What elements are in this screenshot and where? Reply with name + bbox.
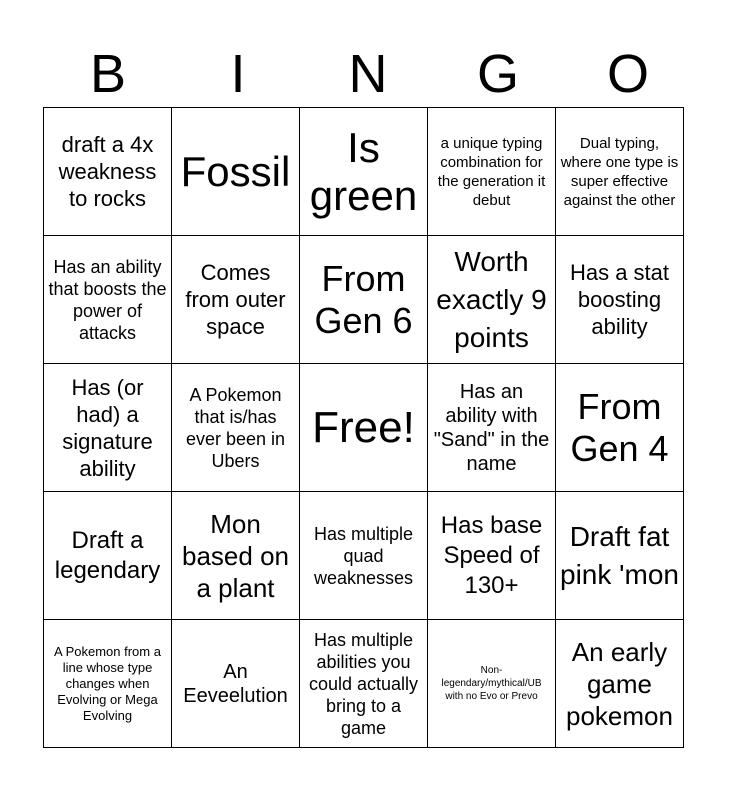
board-row: [44, 108, 684, 236]
header-letter-g: G: [476, 44, 519, 104]
cell-text: Dual typing, where one type is super effective against the other: [560, 134, 679, 209]
cell-text: Non-legendary/mythical/UB with no Evo or Prevo: [441, 665, 542, 702]
bingo-cell[interactable]: [172, 620, 300, 748]
bingo-header: [43, 40, 693, 108]
bingo-cell[interactable]: [300, 620, 428, 748]
cell-text: Mon based on a plant: [182, 508, 289, 603]
bingo-cell[interactable]: [172, 492, 300, 620]
cell-text: Draft fat pink 'mon: [560, 520, 679, 590]
bingo-cell[interactable]: [300, 492, 428, 620]
cell-text: Draft a legendary: [54, 526, 161, 584]
cell-text: From Gen 6: [314, 257, 413, 341]
board-row: [44, 236, 684, 364]
free-space-text: Free!: [312, 402, 415, 452]
bingo-cell[interactable]: [428, 236, 556, 364]
bingo-cell[interactable]: [428, 492, 556, 620]
cell-text: Is green: [309, 123, 418, 219]
bingo-cell[interactable]: [44, 620, 172, 748]
cell-text: Has multiple abilities you could actually bring to a game: [308, 629, 419, 738]
bingo-cell[interactable]: [428, 620, 556, 748]
cell-text: Has base Speed of 130+: [440, 511, 543, 599]
bingo-cell[interactable]: [172, 108, 300, 236]
bingo-cell[interactable]: [300, 108, 428, 236]
bingo-cell[interactable]: [44, 108, 172, 236]
cell-text: Has an ability that boosts the power of attacks: [48, 256, 167, 343]
board-row: [44, 620, 684, 748]
bingo-cell[interactable]: [556, 236, 684, 364]
header-letter-b: B: [89, 44, 127, 104]
bingo-cell[interactable]: [300, 236, 428, 364]
bingo-cell[interactable]: [172, 364, 300, 492]
cell-text: An early game pokemon: [566, 636, 673, 731]
cell-text: A Pokemon that is/has ever been in Ubers: [185, 384, 286, 471]
bingo-cell[interactable]: [428, 108, 556, 236]
bingo-cell[interactable]: [428, 364, 556, 492]
cell-text: A Pokemon from a line whose type changes when Evolving or Mega Evolving: [54, 643, 161, 723]
bingo-cell[interactable]: [44, 492, 172, 620]
cell-text: Has multiple quad weaknesses: [313, 523, 414, 588]
cell-text: Fossil: [180, 147, 291, 195]
cell-text: Has (or had) a signature ability: [62, 374, 153, 481]
bingo-cell[interactable]: [556, 108, 684, 236]
header-letter-o: O: [606, 44, 649, 104]
cell-text: Has an ability with "Sand" in the name: [433, 380, 550, 475]
cell-text: a unique typing combination for the generation it debut: [437, 134, 546, 209]
bingo-cell[interactable]: [44, 364, 172, 492]
board-row: [44, 492, 684, 620]
cell-text: Comes from outer space: [185, 260, 286, 339]
bingo-cell[interactable]: [44, 236, 172, 364]
bingo-cell free-space[interactable]: [300, 364, 428, 492]
cell-text: An Eeveelution: [183, 660, 288, 707]
cell-text: Has a stat boosting ability: [569, 260, 670, 339]
header-letter-n: N: [348, 44, 388, 104]
board-row: [44, 364, 684, 492]
bingo-cell[interactable]: [556, 364, 684, 492]
cell-text: draft a 4x weakness to rocks: [58, 132, 157, 211]
cell-text: Worth exactly 9 points: [436, 245, 547, 353]
header-letter-i: I: [230, 44, 246, 104]
bingo-cell[interactable]: [556, 492, 684, 620]
bingo-board: [43, 107, 684, 748]
bingo-cell[interactable]: [172, 236, 300, 364]
cell-text: From Gen 4: [570, 385, 669, 469]
bingo-cell[interactable]: [556, 620, 684, 748]
